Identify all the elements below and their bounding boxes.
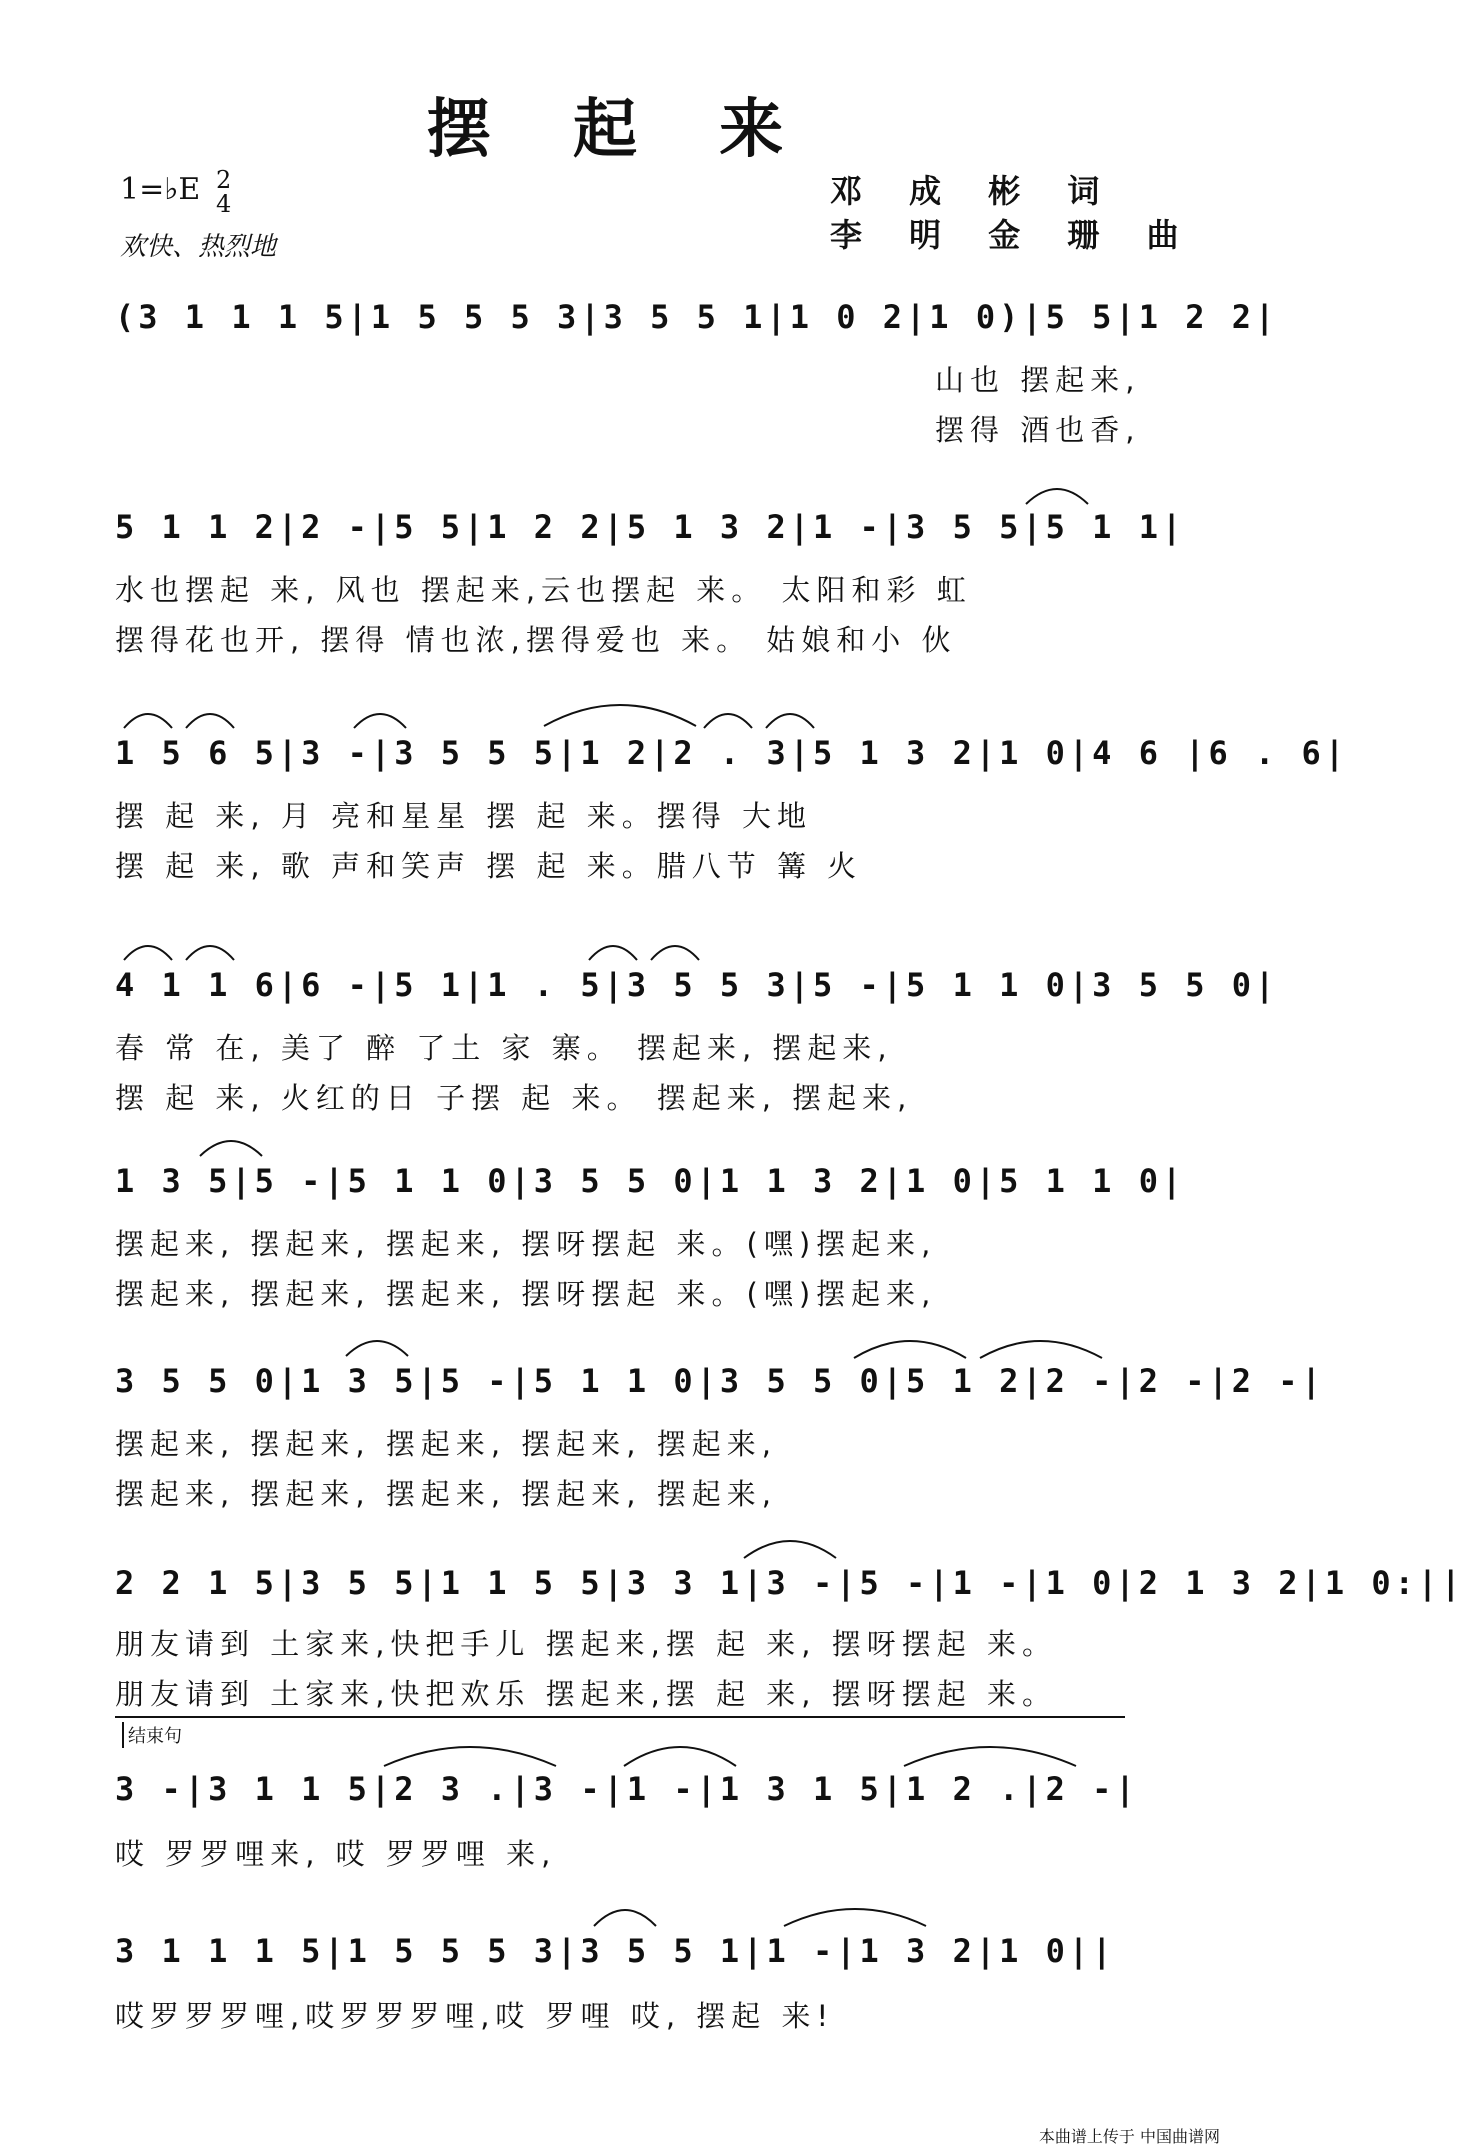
- lyric-line-1: 哎 罗罗哩来, 哎 罗罗哩 来,: [115, 1837, 557, 1871]
- lyric-line-2: 摆 起 来, 火红的日 子摆 起 来。 摆起来, 摆起来,: [115, 1081, 913, 1115]
- coda-label: 结束句: [122, 1722, 182, 1748]
- notation-line: 1 3 5|5 -|5 1 1 0|3 5 5 0|1 1 3 2|1 0|5 1 1 0|: [115, 1162, 1186, 1200]
- lyric-line-1: 摆起来, 摆起来, 摆起来, 摆起来, 摆起来,: [115, 1427, 777, 1461]
- song-title: 摆 起 来: [426, 93, 814, 167]
- key-signature: 1=♭E: [120, 172, 201, 207]
- lyric-line-1: 摆 起 来, 月 亮和星星 摆 起 来。摆得 大地: [115, 799, 812, 833]
- lyric-line-2: 摆起来, 摆起来, 摆起来, 摆呀摆起 来。(嘿)摆起来,: [115, 1277, 937, 1311]
- slur-mark: [120, 934, 240, 964]
- notation-line: 4 1 1 6|6 -|5 1|1 . 5|3 5 5 3|5 -|5 1 1 0|3 5 5 0|: [115, 966, 1279, 1004]
- coda-divider: [115, 1716, 1125, 1718]
- lyric-line-2: 摆得花也开, 摆得 情也浓,摆得爱也 来。 姑娘和小 伙: [115, 623, 957, 657]
- slur-mark: [350, 702, 410, 732]
- lyric-line-1: 山也 摆起来,: [935, 363, 1141, 397]
- notation-line: 5 1 1 2|2 -|5 5|1 2 2|5 1 3 2|1 -|3 5 5|5 1 1|: [115, 508, 1186, 546]
- slur-mark: [1022, 478, 1092, 508]
- notation-line: (3 1 1 1 5|1 5 5 5 3|3 5 5 1|1 0 2|1 0)|5 5|1 2 2|: [115, 298, 1279, 336]
- time-signature-bottom: 4: [216, 190, 232, 218]
- slur-mark: [590, 1898, 660, 1930]
- slur-mark: [342, 1330, 412, 1360]
- notation-line: 2 2 1 5|3 5 5|1 1 5 5|3 3 1|3 -|5 -|1 -|1 0|2 1 3 2|1 0:||: [115, 1564, 1464, 1602]
- slur-mark: [900, 1736, 1080, 1770]
- lyric-line-1: 摆起来, 摆起来, 摆起来, 摆呀摆起 来。(嘿)摆起来,: [115, 1227, 937, 1261]
- notation-line: 3 -|3 1 1 5|2 3 .|3 -|1 -|1 3 1 5|1 2 .|2 -|: [115, 1770, 1139, 1808]
- slur-mark: [120, 702, 240, 732]
- notation-line: 3 5 5 0|1 3 5|5 -|5 1 1 0|3 5 5 0|5 1 2|2 -|2 -|2 -|: [115, 1362, 1325, 1400]
- lyric-line-1: 朋友请到 土家来,快把手儿 摆起来,摆 起 来, 摆呀摆起 来。: [115, 1627, 1057, 1661]
- time-signature: [216, 168, 231, 216]
- notation-line: 1 5 6 5|3 -|3 5 5 5|1 2|2 . 3|5 1 3 2|1 0|4 6 |6 . 6|: [115, 734, 1349, 772]
- slur-mark: [850, 1330, 1110, 1362]
- footer-watermark: 本曲谱上传于 中国曲谱网: [1038, 2127, 1220, 2146]
- slur-mark: [740, 1530, 840, 1562]
- tempo-marking: 欢快、热烈地: [120, 232, 277, 262]
- composer-credit: 李 明 金 珊 曲: [830, 216, 1197, 254]
- lyricist-credit: 邓 成 彬 词: [830, 172, 1118, 210]
- lyric-line-2: 摆得 酒也香,: [935, 413, 1141, 447]
- lyric-line-2: 朋友请到 土家来,快把欢乐 摆起来,摆 起 来, 摆呀摆起 来。: [115, 1677, 1057, 1711]
- lyric-line-2: 摆 起 来, 歌 声和笑声 摆 起 来。腊八节 篝 火: [115, 849, 863, 883]
- lyric-line-2: 摆起来, 摆起来, 摆起来, 摆起来, 摆起来,: [115, 1477, 777, 1511]
- slur-mark: [585, 934, 705, 964]
- slur-mark: [380, 1736, 560, 1770]
- lyric-line-1: 春 常 在, 美了 醉 了土 家 寨。 摆起来, 摆起来,: [115, 1031, 893, 1065]
- slur-mark: [196, 1130, 266, 1160]
- slur-mark: [540, 694, 700, 730]
- time-signature-top: 2: [216, 166, 232, 194]
- lyric-line-1: 哎罗罗罗哩,哎罗罗罗哩,哎 罗哩 哎, 摆起 来!: [115, 1999, 835, 2033]
- notation-line: 3 1 1 1 5|1 5 5 5 3|3 5 5 1|1 -|1 3 2|1 0||: [115, 1932, 1116, 1970]
- slur-mark: [780, 1898, 930, 1930]
- slur-mark: [620, 1736, 740, 1770]
- lyric-line-1: 水也摆起 来, 风也 摆起来,云也摆起 来。 太阳和彩 虹: [115, 573, 972, 607]
- slur-mark: [700, 702, 820, 732]
